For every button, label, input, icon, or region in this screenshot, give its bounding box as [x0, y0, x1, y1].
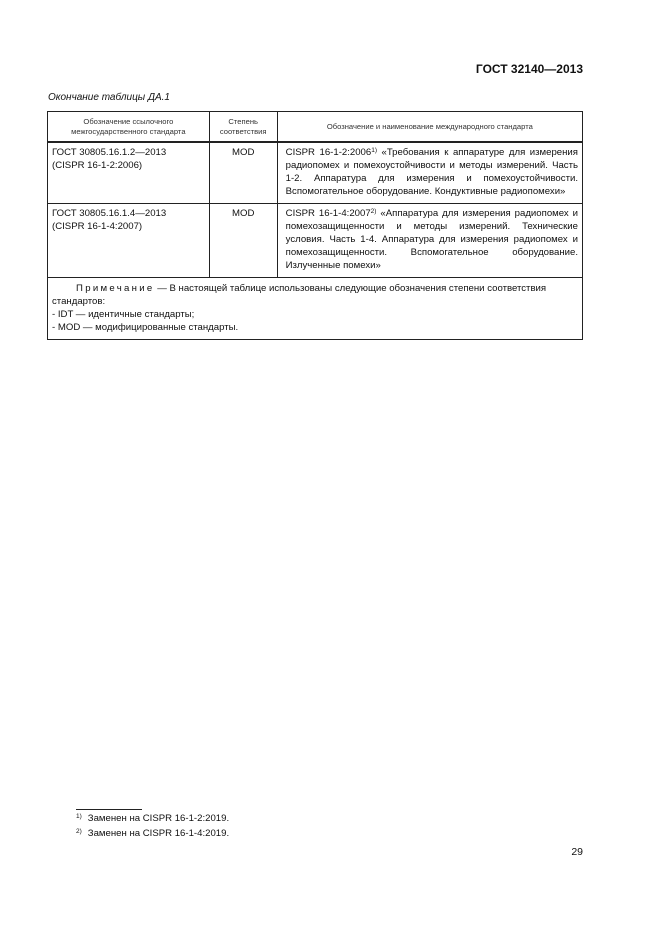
- footnote: [76, 828, 229, 839]
- international-standard-code: CISPR 16-1-4:2007: [285, 208, 371, 219]
- footnote-reference: 2): [370, 208, 377, 215]
- footnote-text: Заменен на CISPR 16-1-2:2019.: [87, 813, 230, 824]
- column-header-international-standard: Обозначение и наименование международного стандарта: [277, 112, 582, 143]
- international-standard-title: «Аппаратура для измерения радиопомех и помехозащищенности и методы измерений. Технические условия. Часть 1-4. Аппаратура для измерения радиопомех и помехозащищенности. Вспомогательное оборудование. Излученные помехи»: [285, 208, 578, 271]
- international-standard-cell: [277, 142, 582, 204]
- footnote: [76, 813, 229, 824]
- table-caption: Окончание таблицы ДА.1: [48, 92, 170, 103]
- table-note-row: [48, 278, 583, 340]
- standards-reference-table: [47, 111, 583, 340]
- footnote-reference: 1): [371, 147, 378, 154]
- national-standard-cell: [48, 142, 210, 204]
- cispr-equivalent-code: (CISPR 16-1-4:2007): [52, 221, 143, 232]
- national-standard-code: ГОСТ 30805.16.1.2—2013: [52, 147, 167, 158]
- international-standard-title: «Требования к аппаратуре для измерения радиопомех и помехоустойчивости и методы измерений. Часть 1-2. Аппаратура для измерения и помехоустойчивости. Вспомогательное оборудование. Кондуктивные радиопомехи»: [285, 147, 578, 197]
- column-header-degree: Степень соответствия: [209, 112, 277, 143]
- note-dash: —: [154, 283, 170, 294]
- degree-cell: MOD: [209, 204, 277, 278]
- table-row: [48, 142, 583, 204]
- international-standard-code: CISPR 16-1-2:2006: [285, 147, 372, 158]
- footnote-text: Заменен на CISPR 16-1-4:2019.: [87, 828, 230, 839]
- cispr-equivalent-code: (CISPR 16-1-2:2006): [52, 160, 143, 171]
- note-paragraph: [52, 282, 577, 308]
- national-standard-cell: [48, 204, 210, 278]
- document-code: ГОСТ 32140—2013: [475, 62, 583, 76]
- table-row: [48, 204, 583, 278]
- page-number: 29: [571, 846, 583, 858]
- national-standard-code: ГОСТ 30805.16.1.4—2013: [52, 208, 167, 219]
- international-standard-cell: [277, 204, 582, 278]
- table-note: [48, 278, 583, 340]
- table-header-row: [48, 112, 583, 143]
- footnote-mark: 2): [76, 828, 82, 835]
- column-header-national-standard: Обозначение ссылочного межгосударственного стандарта: [48, 112, 210, 143]
- note-list-item: - IDT — идентичные стандарты;: [52, 309, 195, 320]
- footnote-separator: [76, 809, 142, 810]
- note-list-item: - MOD — модифицированные стандарты.: [52, 322, 239, 333]
- footnote-mark: 1): [76, 813, 82, 820]
- degree-cell: MOD: [209, 142, 277, 204]
- note-heading: Примечание: [76, 283, 155, 294]
- note-text: В настоящей таблице использованы следующие обозначения степени соответствия стандартов:: [52, 283, 547, 307]
